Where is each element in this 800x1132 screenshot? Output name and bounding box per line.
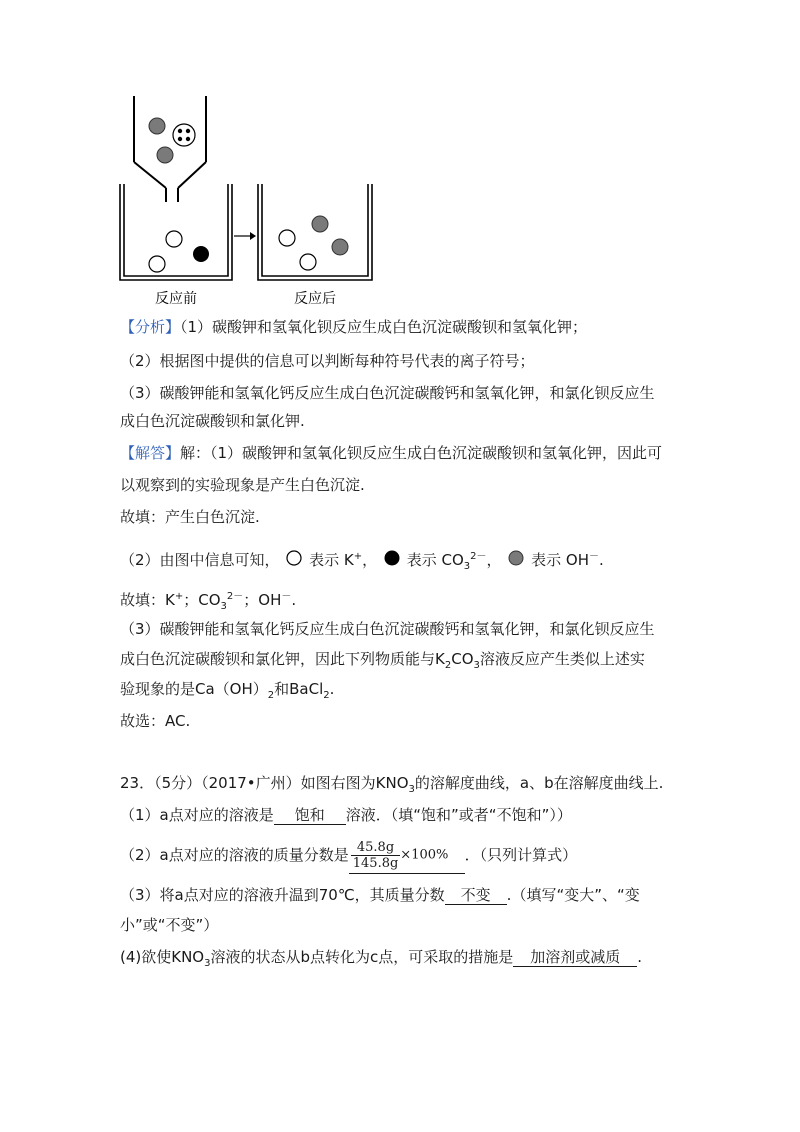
analysis-tag: 【分析】 — [120, 318, 181, 336]
q23-part-3a: （3）将a点对应的溶液升温到70℃，其质量分数 不变 .（填写“变大”、“变 — [120, 886, 640, 904]
answer-tag: 【解答】 — [120, 444, 181, 462]
q23-part-1: （1）a点对应的溶液是 饱和 溶液．（填“饱和”或者“不饱和”）） — [120, 806, 572, 824]
black-circle-icon — [382, 550, 402, 568]
black-particle — [193, 246, 209, 262]
analysis-line-2: （2）根据图中提供的信息可以判断每种符号代表的离子符号； — [120, 352, 535, 370]
analysis-line-4: 成白色沉淀碳酸钡和氯化钾. — [120, 412, 305, 430]
answer-fill-1: 故填：产生白色沉淀. — [120, 508, 260, 526]
q23-part-3b: 小”或“不变”） — [120, 916, 219, 934]
white-particle — [279, 230, 295, 246]
reaction-diagram — [110, 92, 390, 312]
answer-fill-2: 故填：K+；$CO_3^{2-}$；OH－. — [120, 591, 297, 612]
q23-part-4: (4)欲使$KNO_3$溶液的状态从b点转化为c点，可采取的措施是 加溶剂或减质 . — [120, 948, 643, 969]
answer-blank: 加溶剂或减质 — [513, 948, 637, 967]
label-after: 反应后 — [294, 291, 336, 307]
answer-line-3c: 验现象的是$Ca(OH)_2$和BaCl$_2$. — [120, 680, 335, 701]
answer-fill-3: 故选：AC. — [120, 712, 191, 730]
label-before: 反应前 — [155, 291, 197, 307]
white-particle — [166, 231, 182, 247]
answer-blank: 不变 — [445, 886, 507, 905]
analysis-line-3: （3）碳酸钾能和氢氧化钙反应生成白色沉淀碳酸钙和氢氧化钾，和氯化钡反应生 — [120, 384, 655, 402]
answer-line-3b: 成白色沉淀碳酸钡和氯化钾，因此下列物质能与$K_2CO_3$溶液反应产生类似上述实 — [120, 650, 645, 671]
answer-line-3a: （3）碳酸钾能和氢氧化钙反应生成白色沉淀碳酸钙和氢氧化钾，和氯化钡反应生 — [120, 620, 655, 638]
arrow-icon — [234, 232, 256, 240]
white-particle — [149, 256, 165, 272]
gray-particle — [312, 216, 328, 232]
gray-particle — [149, 118, 165, 134]
answer-line-1: 【解答】解：（1）碳酸钾和氢氧化钡反应生成白色沉淀碳酸钡和氢氧化钾，因此可 — [120, 444, 663, 462]
white-particle — [300, 254, 316, 270]
answer-line-2: 以观察到的实验现象是产生白色沉淀. — [120, 476, 365, 494]
gray-particle — [157, 147, 173, 163]
gray-particle — [332, 239, 348, 255]
analysis-line-1: 【分析】（1）碳酸钾和氢氧化钡反应生成白色沉淀碳酸钡和氢氧化钾； — [120, 318, 588, 336]
compound-particle — [173, 124, 195, 146]
answer-line-ions: （2）由图中信息可知， 表示 K+， 表示 $CO_3^{2-}$， 表示 OH－. — [120, 551, 604, 572]
mass-fraction: $\frac{45.8g}{145.8g}$ — [352, 840, 399, 871]
q23-part-2: （2）a点对应的溶液的质量分数是 $\frac{45.8g}{145.8g}$ ×100% ．（只列计算式） — [120, 838, 577, 874]
answer-blank: $\frac{45.8g}{145.8g}$ ×100% — [349, 838, 465, 874]
q23-heading: 23．（5分）（2017•广州）如图右图为$KNO_3$的溶解度曲线，a、b在溶解度曲线上. — [120, 774, 664, 795]
white-circle-icon — [284, 550, 304, 568]
answer-blank: 饱和 — [274, 806, 346, 825]
gray-circle-icon — [506, 550, 526, 568]
